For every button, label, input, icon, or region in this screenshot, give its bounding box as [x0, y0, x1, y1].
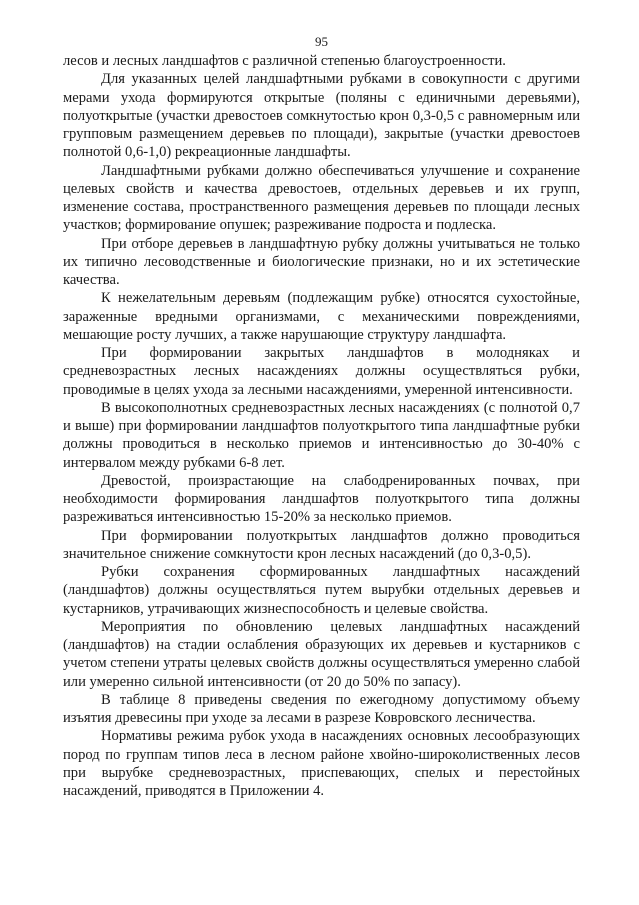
- paragraph: При формировании полуоткрытых ландшафтов должно проводиться значительное снижение сомкнутости крон лесных насаждений (до 0,3-0,5).: [63, 527, 580, 562]
- paragraph: В высокополнотных средневозрастных лесных насаждениях (с полнотой 0,7 и выше) при формировании ландшафтов полуоткрытого типа ландшафтные рубки должны проводиться в несколько приемов и интенсивностью до 30-40% с интервалом между рубками 6-8 лет.: [63, 399, 580, 471]
- paragraph: Древостой, произрастающие на слабодренированных почвах, при необходимости формирования ландшафтов полуоткрытого типа должны разреживаться интенсивностью 15-20% за несколько приемов.: [63, 472, 580, 526]
- paragraph: При отборе деревьев в ландшафтную рубку должны учитываться не только их типично лесоводственные и биологические признаки, но и их эстетические качества.: [63, 235, 580, 288]
- paragraph: Рубки сохранения сформированных ландшафтных насаждений (ландшафтов) должны осуществляться путем вырубки отдельных деревьев и кустарников, утрачивающих жизнеспособность и целевые свойства.: [63, 564, 580, 617]
- paragraph: Ландшафтными рубками должно обеспечиваться улучшение и сохранение целевых свойств и качества древостоев, отдельных деревьев и их групп, изменение состава, пространственного размещения деревьев по площади лесных участков; формирование опушек; разреживание подроста и подлеска.: [63, 162, 580, 234]
- paragraph: лесов и лесных ландшафтов с различной степенью благоустроенности.: [63, 53, 506, 69]
- paragraph: В таблице 8 приведены сведения по ежегодному допустимому объему изъятия древесины при уходе за лесами в разрезе Ковровского лесничества.: [63, 691, 580, 726]
- document-body: [63, 52, 580, 800]
- page-number: 95: [315, 34, 328, 49]
- paragraph: Нормативы режима рубок ухода в насаждениях основных лесообразующих пород по группам типов леса в лесном районе хвойно-широколиственных лесов при вырубке средневозрастных, приспевающих, спелых и перестойных насаждений, приводятся в Приложении 4.: [63, 728, 580, 799]
- paragraph: Мероприятия по обновлению целевых ландшафтных насаждений (ландшафтов) на стадии ослабления образующих их деревьев и кустарников с учетом степени утраты целевых свойств должны осуществляться умеренно слабой или умеренно сильной интенсивности (от 20 до 50% по запасу).: [63, 618, 580, 690]
- paragraph: При формировании закрытых ландшафтов в молодняках и средневозрастных лесных насаждениях должны осуществляться рубки, проводимые в целях ухода за лесными насаждениями, умеренной интенсивности.: [63, 345, 580, 398]
- paragraph: Для указанных целей ландшафтными рубками в совокупности с другими мерами ухода формируются открытые (поляны с единичными деревьями), полуоткрытые (участки древостоев сомкнутостью крон 0,3-0,5 с равномерным или групповым размещением деревьев по площади), закрытые (участки древостоев полнотой 0,6-1,0) рекреационные ландшафты.: [63, 71, 580, 161]
- paragraph: К нежелательным деревьям (подлежащим рубке) относятся сухостойные, зараженные вредными организмами, с механическими повреждениями, мешающие росту лучших, а также нарушающие структуру ландшафта.: [63, 290, 580, 343]
- document-page: [63, 0, 580, 905]
